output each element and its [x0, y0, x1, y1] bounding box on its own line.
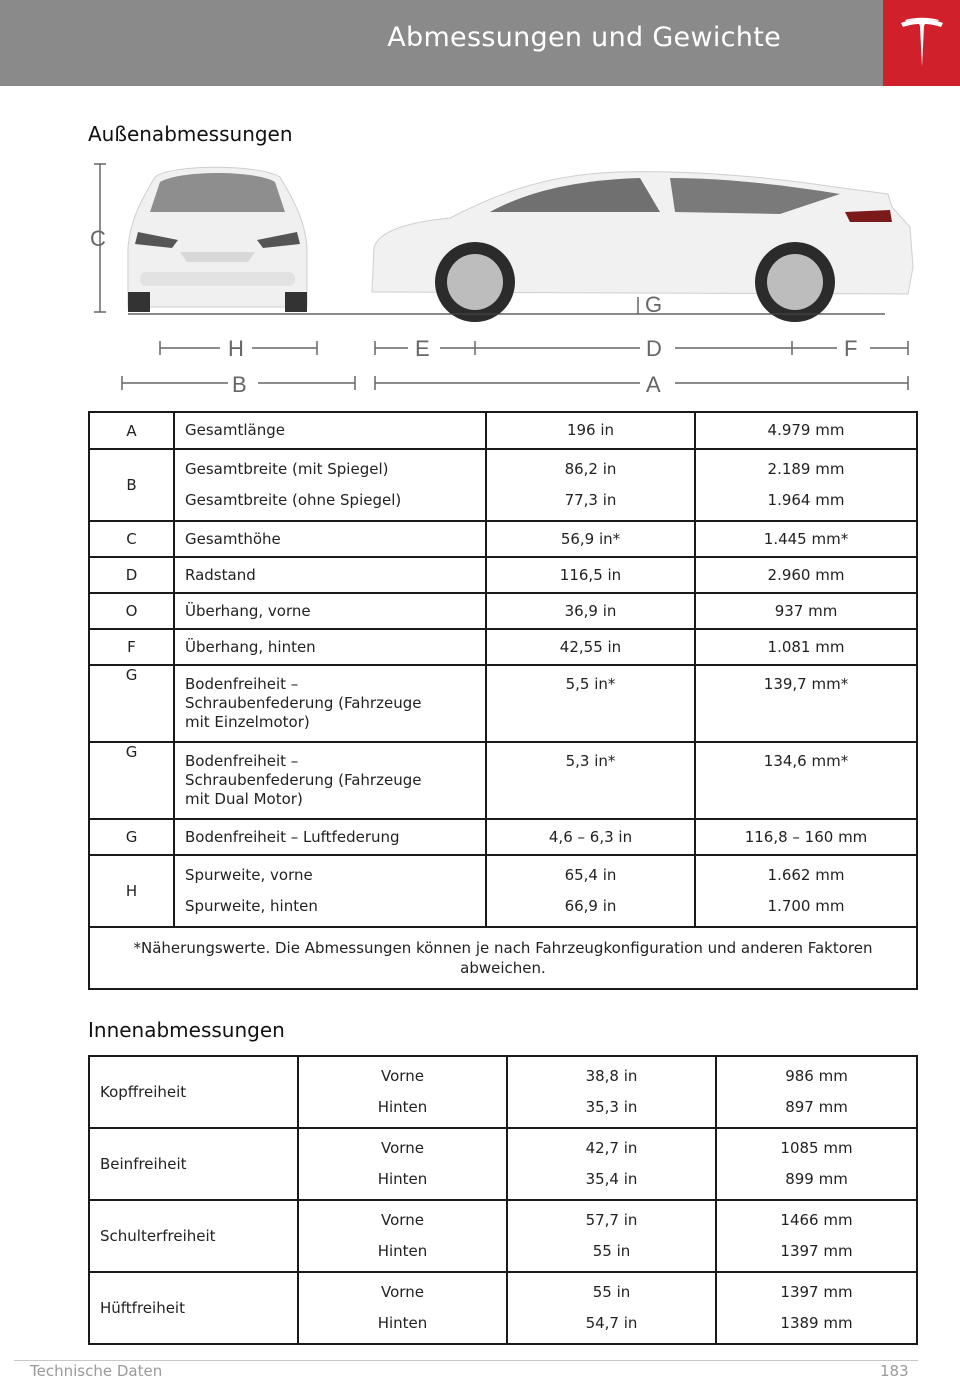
interior-position: Vorne Hinten — [298, 1200, 507, 1272]
dim-label-g: G — [645, 292, 663, 317]
dimension-mm: 2.960 mm — [695, 557, 917, 593]
dimension-inch: 5,3 in* — [486, 742, 695, 819]
interior-label: Beinfreiheit — [89, 1128, 298, 1200]
dimension-label: Bodenfreiheit – Schraubenfederung (Fahrzeuge mit Dual Motor) — [174, 742, 486, 819]
dim-label-c: C — [90, 226, 106, 251]
dimension-mm: 139,7 mm* — [695, 665, 917, 742]
dimension-mm: 2.189 mm 1.964 mm — [695, 449, 917, 521]
dimension-mm: 134,6 mm* — [695, 742, 917, 819]
dimension-code: D — [89, 557, 174, 593]
dimension-inch: 86,2 in 77,3 in — [486, 449, 695, 521]
dimension-mm: 116,8 – 160 mm — [695, 819, 917, 855]
interior-inch: 38,8 in 35,3 in — [507, 1056, 716, 1128]
interior-label: Schulterfreiheit — [89, 1200, 298, 1272]
interior-label: Kopffreiheit — [89, 1056, 298, 1128]
dimension-label: Gesamthöhe — [174, 521, 486, 557]
dimension-inch: 42,55 in — [486, 629, 695, 665]
dimension-code: A — [89, 412, 174, 449]
dimension-code: F — [89, 629, 174, 665]
dimension-code: G — [89, 742, 174, 819]
dim-label-h: H — [228, 336, 244, 361]
dimension-label: Überhang, vorne — [174, 593, 486, 629]
table-row — [89, 593, 917, 629]
interior-position: Vorne Hinten — [298, 1128, 507, 1200]
front-view-car — [128, 167, 307, 312]
interior-dimensions-table — [88, 1055, 918, 1345]
interior-mm: 1466 mm 1397 mm — [716, 1200, 917, 1272]
dim-label-a: A — [646, 372, 661, 397]
dimension-label: Bodenfreiheit – Luftfederung — [174, 819, 486, 855]
dimension-inch: 5,5 in* — [486, 665, 695, 742]
dimension-inch: 196 in — [486, 412, 695, 449]
table-row — [89, 449, 917, 521]
footer-divider — [14, 1360, 918, 1361]
table-row — [89, 412, 917, 449]
dimension-mm: 1.662 mm 1.700 mm — [695, 855, 917, 927]
interior-mm: 1397 mm 1389 mm — [716, 1272, 917, 1344]
dimension-code: H — [89, 855, 174, 927]
dimension-code: G — [89, 665, 174, 742]
dimension-mm: 937 mm — [695, 593, 917, 629]
page-title: Abmessungen und Gewichte — [387, 22, 781, 53]
table-row — [89, 665, 917, 742]
dimension-label: Überhang, hinten — [174, 629, 486, 665]
side-view-car — [372, 172, 913, 322]
dimension-code: G — [89, 819, 174, 855]
interior-mm: 986 mm 897 mm — [716, 1056, 917, 1128]
interior-position: Vorne Hinten — [298, 1272, 507, 1344]
dim-label-f: F — [844, 336, 858, 361]
vehicle-dimensions-figure — [80, 152, 920, 402]
table-row — [89, 521, 917, 557]
dimension-label: Radstand — [174, 557, 486, 593]
table-row — [89, 1056, 917, 1128]
dimension-inch: 4,6 – 6,3 in — [486, 819, 695, 855]
footer-section-label: Technische Daten — [30, 1362, 163, 1380]
table-row — [89, 927, 917, 989]
dimension-code: O — [89, 593, 174, 629]
page-number: 183 — [880, 1362, 909, 1380]
exterior-dimensions-table — [88, 411, 918, 990]
dimension-mm: 4.979 mm — [695, 412, 917, 449]
table-row — [89, 557, 917, 593]
interior-position: Vorne Hinten — [298, 1056, 507, 1128]
dimension-mm: 1.081 mm — [695, 629, 917, 665]
dim-label-d: D — [646, 336, 662, 361]
dimension-code: B — [89, 449, 174, 521]
table-row — [89, 1272, 917, 1344]
dim-label-b: B — [232, 372, 247, 397]
interior-section-title: Innenabmessungen — [88, 1018, 285, 1042]
dimension-mm: 1.445 mm* — [695, 521, 917, 557]
dimension-inch: 65,4 in 66,9 in — [486, 855, 695, 927]
table-row — [89, 855, 917, 927]
table-row — [89, 629, 917, 665]
table-row — [89, 742, 917, 819]
dimension-label: Gesamtbreite (mit Spiegel) Gesamtbreite (ohne Spiegel) — [174, 449, 486, 521]
dimension-inch: 36,9 in — [486, 593, 695, 629]
header-bar — [0, 0, 883, 86]
tesla-logo — [883, 0, 960, 86]
interior-inch: 42,7 in 35,4 in — [507, 1128, 716, 1200]
interior-mm: 1085 mm 899 mm — [716, 1128, 917, 1200]
interior-inch: 57,7 in 55 in — [507, 1200, 716, 1272]
dimension-code: C — [89, 521, 174, 557]
dimension-inch: 116,5 in — [486, 557, 695, 593]
dimension-label: Gesamtlänge — [174, 412, 486, 449]
table-row — [89, 1200, 917, 1272]
interior-inch: 55 in 54,7 in — [507, 1272, 716, 1344]
dimension-label: Spurweite, vorne Spurweite, hinten — [174, 855, 486, 927]
dimension-label: Bodenfreiheit – Schraubenfederung (Fahrzeuge mit Einzelmotor) — [174, 665, 486, 742]
tesla-t-icon — [899, 17, 945, 69]
exterior-section-title: Außenabmessungen — [88, 122, 293, 146]
interior-label: Hüftfreiheit — [89, 1272, 298, 1344]
table-row — [89, 819, 917, 855]
approximation-note: *Näherungswerte. Die Abmessungen können je nach Fahrzeugkonfiguration und anderen Faktoren abweichen. — [89, 927, 917, 989]
dim-label-e: E — [415, 336, 430, 361]
dimension-inch: 56,9 in* — [486, 521, 695, 557]
table-row — [89, 1128, 917, 1200]
